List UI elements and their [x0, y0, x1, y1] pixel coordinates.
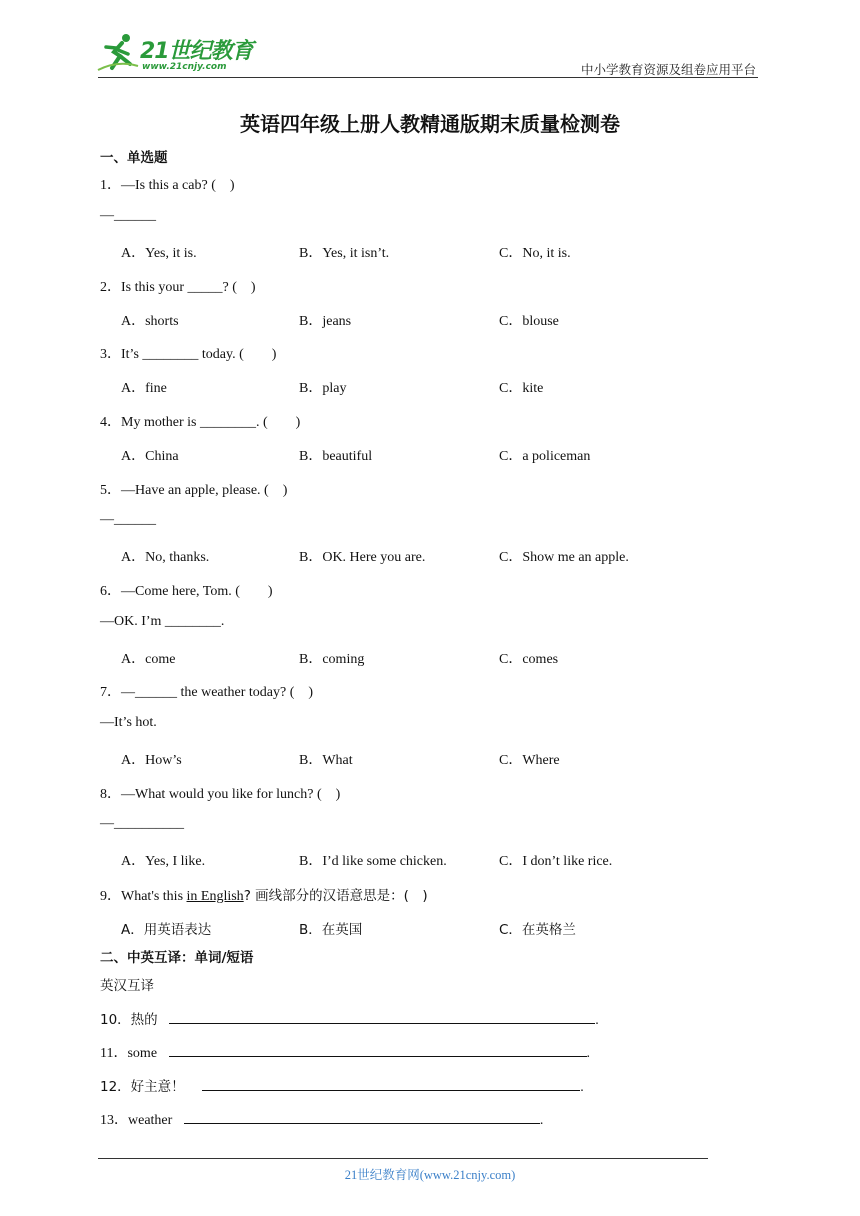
question-7-line2: —It’s hot.: [100, 715, 157, 730]
question-9-option-a: A．用英语表达: [121, 922, 212, 938]
answer-blank[interactable]: [184, 1109, 540, 1124]
question-1-option-c: C．No, it is.: [499, 246, 571, 261]
question-1-stem: 1．—Is this a cab? ( ): [100, 178, 235, 193]
translation-item-end: .: [586, 1046, 591, 1061]
translation-item-label: 12．好主意！: [100, 1079, 185, 1095]
question-6-line2: —OK. I’m ________.: [100, 614, 225, 629]
question-1-option-b: B．Yes, it isn’t.: [299, 246, 390, 261]
question-5-option-b: B．OK. Here you are.: [299, 550, 426, 565]
question-3-option-b: B．play: [299, 381, 347, 396]
question-8-option-b: B．I’d like some chicken.: [299, 854, 447, 869]
footer-divider: [98, 1158, 708, 1159]
question-5-option-c: C．Show me an apple.: [499, 550, 629, 565]
question-7-option-c: C．Where: [499, 753, 560, 768]
translation-item-11: [100, 1042, 590, 1062]
answer-blank[interactable]: [202, 1076, 580, 1091]
question-2-option-b: B．jeans: [299, 314, 352, 329]
question-7-option-a: A．How’s: [121, 753, 182, 768]
header-platform-text: 中小学教育资源及组卷应用平台: [580, 62, 756, 77]
question-2-option-c: C．blouse: [499, 314, 559, 329]
question-4-stem: 4．My mother is ________. ( ): [100, 415, 301, 430]
question-6-stem: 6．—Come here, Tom. ( ): [100, 584, 273, 599]
question-4-option-c: C．a policeman: [499, 449, 591, 464]
translation-item-end: .: [595, 1013, 599, 1028]
question-9-stem-pre: 9．What's this: [100, 889, 187, 904]
question-8-option-a: A．Yes, I like.: [121, 854, 206, 869]
question-8-option-c: C．I don’t like rice.: [499, 854, 613, 869]
question-3-option-c: C．kite: [499, 381, 544, 396]
question-1-line2: —______: [100, 208, 156, 223]
page-footer: 21世纪教育网(www.21cnjy.com): [344, 1168, 516, 1182]
translation-item-label: 11．some: [100, 1046, 158, 1061]
question-8-stem: 8．—What would you like for lunch? ( ): [100, 787, 341, 802]
question-2-option-a: A．shorts: [121, 314, 179, 329]
logo-url: www.21cnjy.com: [142, 62, 227, 72]
translation-item-end: .: [580, 1080, 584, 1095]
translation-item-label: 13．weather: [100, 1113, 173, 1128]
runner-logo-icon: [96, 30, 140, 74]
question-5-option-a: A．No, thanks.: [121, 550, 210, 565]
question-3-stem: 3．It’s ________ today. ( ): [100, 347, 277, 362]
section-heading-2: 二、中英互译：单词/短语: [100, 950, 254, 966]
question-6-option-b: B．coming: [299, 652, 365, 667]
translation-item-13: [100, 1109, 543, 1129]
question-7-option-b: B．What: [299, 753, 353, 768]
header-divider: [98, 77, 758, 78]
question-9-option-c: C．在英格兰: [499, 922, 576, 938]
page-header: [0, 0, 860, 90]
question-8-line2: —__________: [100, 816, 184, 831]
question-7-stem: 7．—______ the weather today? ( ): [100, 685, 314, 700]
section-heading-1: 一、单选题: [100, 150, 168, 166]
answer-blank[interactable]: [169, 1042, 587, 1057]
question-3-option-a: A．fine: [121, 381, 167, 396]
question-5-stem: 5．—Have an apple, please. ( ): [100, 483, 288, 498]
question-1-option-a: A．Yes, it is.: [121, 246, 197, 261]
translation-item-10: [100, 1008, 599, 1029]
logo-text: 21世纪教育: [140, 39, 253, 64]
question-6-option-a: A．come: [121, 652, 176, 667]
question-6-option-c: C．comes: [499, 652, 559, 667]
translation-intro: 英汉互译: [100, 978, 154, 994]
question-9-stem: [100, 884, 428, 905]
translation-item-label: 10．热的: [100, 1012, 158, 1028]
page-title: 英语四年级上册人教精通版期末质量检测卷: [240, 112, 620, 136]
question-2-stem: 2．Is this your _____? ( ): [100, 280, 256, 295]
answer-blank[interactable]: [169, 1009, 595, 1024]
question-4-option-b: B．beautiful: [299, 449, 373, 464]
question-9-stem-post: ? 画线部分的汉语意思是：( ): [243, 888, 428, 904]
question-9-underlined: in English: [186, 889, 244, 904]
question-4-option-a: A．China: [121, 449, 179, 464]
translation-item-end: .: [539, 1113, 544, 1128]
question-9-option-b: B．在英国: [299, 922, 363, 938]
translation-item-12: [100, 1075, 584, 1096]
question-5-line2: —______: [100, 512, 156, 527]
site-logo: [96, 30, 266, 78]
